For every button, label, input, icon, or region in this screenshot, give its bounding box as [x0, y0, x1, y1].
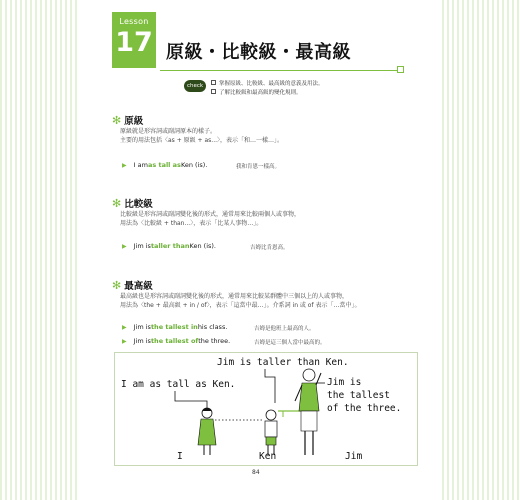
example-text: the three.	[198, 337, 231, 345]
check-badge: check	[184, 80, 206, 92]
section-heading-text: 原級	[124, 116, 144, 127]
paragraph-line: 最高級也是形容詞或副詞變化後的形式，通常用來比較某群體中三個以上的人或事物，	[120, 293, 349, 300]
speech-left: I am as tall as Ken.	[121, 379, 236, 390]
title-divider	[160, 70, 400, 71]
example-highlight: the tallest in	[150, 323, 198, 331]
section-paragraph	[120, 210, 420, 228]
example-translation: 吉姆比肯恩高。	[250, 245, 289, 251]
triangle-bullet-icon: ▶	[122, 337, 127, 345]
section-heading-text: 比較級	[124, 199, 153, 210]
jim-figure	[295, 369, 321, 455]
name-label-jim: Jim	[345, 451, 363, 462]
example-text: Ken (is).	[180, 161, 208, 169]
checklist-item-text: 了解比較級和最高級的變化規則。	[219, 89, 302, 96]
triangle-bullet-icon: ▶	[122, 161, 127, 169]
asterisk-icon: ✻	[112, 196, 122, 210]
section-heading-superlative	[112, 278, 153, 292]
example-highlight: as tall as	[147, 161, 181, 169]
example-text: I am	[133, 161, 148, 169]
speech-right-line: of the three.	[327, 403, 402, 414]
lesson-label: Lesson	[119, 17, 149, 26]
paragraph-line: 用法為〈比較級 + than...〉，表示「比某人事物…」。	[120, 220, 263, 227]
example-sentence	[122, 161, 207, 169]
checklist-item	[211, 78, 324, 87]
example-translation: 吉姆是這三個人當中最高的。	[254, 340, 326, 346]
illustration-panel	[114, 352, 418, 466]
example-sentence	[122, 242, 216, 250]
section-heading-positive	[112, 113, 143, 127]
name-label-ken: Ken	[259, 451, 277, 462]
checkbox-icon	[211, 80, 216, 85]
asterisk-icon: ✻	[112, 113, 122, 127]
section-heading-text: 最高級	[124, 281, 153, 292]
lesson-badge	[112, 12, 156, 68]
page-number: 84	[252, 469, 260, 476]
speech-top-pointer	[265, 369, 275, 403]
illustration-svg	[115, 353, 417, 465]
lesson-number: 17	[115, 27, 153, 58]
girl-figure	[198, 408, 216, 455]
left-stripe-margin	[0, 0, 78, 500]
checklist-item-text: 掌握原級、比較級、最高級的意義及用法。	[219, 80, 324, 87]
example-sentence	[122, 323, 227, 331]
checklist	[211, 78, 324, 96]
example-sentence	[122, 337, 230, 345]
paragraph-line: 主要的用法包括〈as + 原級 + as...〉，表示「和…一樣…」。	[120, 137, 284, 144]
speech-left-pointer	[175, 391, 207, 408]
speech-top: Jim is taller than Ken.	[217, 357, 349, 368]
section-heading-comparative	[112, 196, 153, 210]
paragraph-line: 原級就是形容詞或副詞原本的樣子。	[120, 128, 217, 135]
example-text: Ken (is).	[189, 242, 216, 250]
speech-right-line: the tallest	[327, 390, 390, 401]
section-paragraph	[120, 292, 420, 310]
ken-figure	[265, 410, 277, 455]
example-text: Jim is	[133, 323, 151, 331]
speech-right-line: Jim is	[327, 377, 362, 388]
triangle-bullet-icon: ▶	[122, 323, 127, 331]
checklist-item	[211, 87, 324, 96]
example-text: Jim is	[133, 337, 151, 345]
example-text: his class.	[197, 323, 228, 331]
example-highlight: taller than	[150, 242, 190, 250]
paragraph-line: 用法為〈the + 最高級 + in / of〉，表示「這當中最…」。介系詞 in 或 of 表示「…當中」。	[120, 302, 361, 309]
title-divider-mark	[397, 66, 404, 73]
example-highlight: the tallest of	[150, 337, 199, 345]
textbook-page	[78, 0, 442, 500]
section-paragraph	[120, 127, 420, 145]
paragraph-line: 比較級是形容詞或副詞變化後的形式，通常用來比較兩個人或事物，	[120, 211, 301, 218]
example-text: Jim is	[133, 242, 151, 250]
name-label-i: I	[177, 451, 183, 462]
page-title: 原級・比較級・最高級	[166, 42, 351, 63]
checkbox-icon	[211, 89, 216, 94]
example-translation: 吉姆是他班上最高的人。	[254, 326, 315, 332]
triangle-bullet-icon: ▶	[122, 242, 127, 250]
example-translation: 我和肯恩一樣高。	[236, 164, 281, 170]
right-stripe-margin	[442, 0, 520, 500]
asterisk-icon: ✻	[112, 278, 122, 292]
